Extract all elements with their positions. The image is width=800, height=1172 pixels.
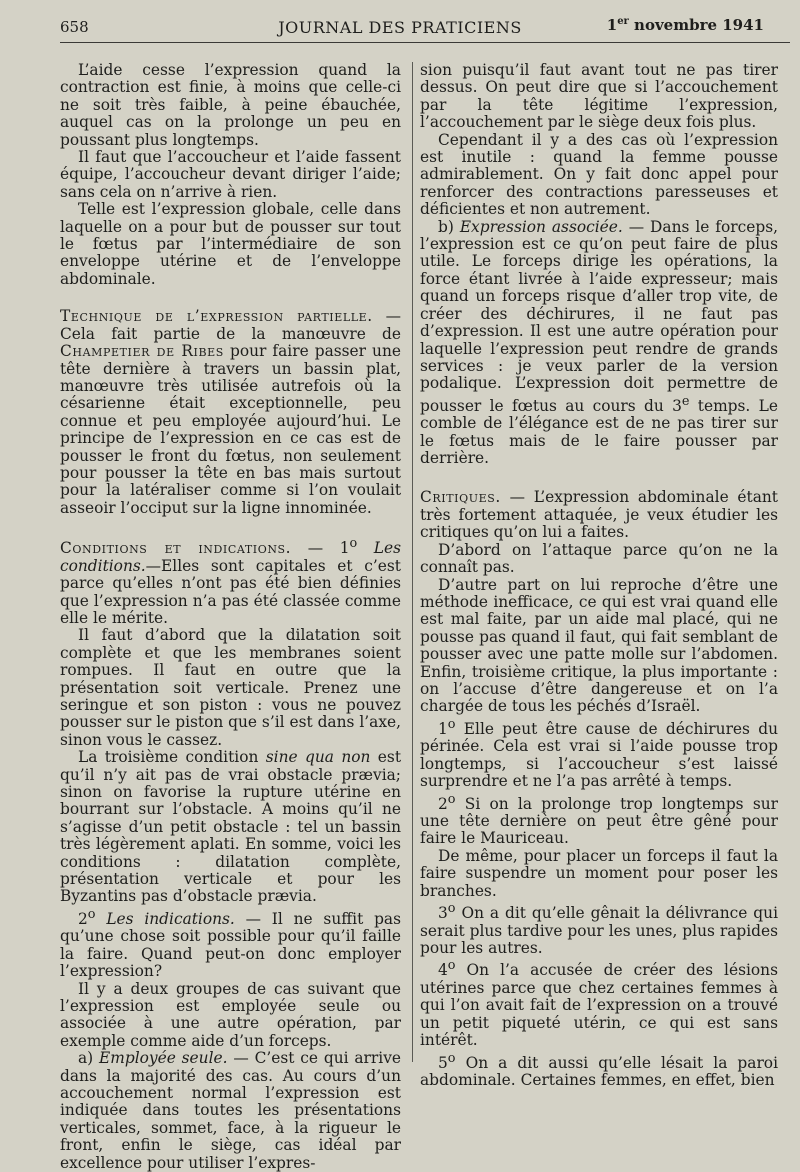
- section-heading: Conditions et indications.: [60, 539, 292, 558]
- paragraph: [420, 716, 778, 791]
- text-run: pour faire passer une tête dernière à travers un bassin plat, manœuvre très utilisée autrefois où la césarienne était exceptionnelle, peu connue et peu employée aujourd’hui. Le principe de l’expression en ce cas est de pousser le front du fœtus, non seulement pour pousser la tête en bas mais surtout pour la latéraliser comme si l’on voulait asseoir l’occiput sur la ligne innominée.: [60, 342, 401, 517]
- paragraph: [420, 1050, 778, 1090]
- left-column: [60, 62, 401, 1172]
- issue-date: [607, 16, 764, 34]
- date-ordinal: er: [617, 16, 629, 27]
- paragraph: Telle est l’expression globale, celle dans laquelle on a pour but de pousser sur tout le fœtus par l’intermédiaire de son enveloppe utérine et de l’enveloppe abdominale.: [60, 200, 401, 288]
- text-run: 5: [438, 1053, 448, 1072]
- text-run: Elle peut être cause de déchirures du périnée. Cela est vrai si l’aide pousse trop longtemps, si l’accoucheur s’est laissé surprendre et ne l’a pas arrêté à temps.: [420, 719, 778, 791]
- text-run: 2: [438, 794, 448, 813]
- ordinal: o: [447, 1050, 456, 1066]
- section-heading: Critiques.: [420, 488, 501, 507]
- paragraph: De même, pour placer un forceps il faut la faire suspendre un moment pour poser les branches.: [420, 846, 778, 900]
- header-rule: [60, 42, 790, 43]
- paragraph: [60, 749, 401, 906]
- ordinal: o: [349, 536, 358, 552]
- text-run: 2: [78, 909, 88, 928]
- text-run: — Il ne suffit pas qu’une chose soit possible pour qu’il faille la faire. Quand peut-on donc employer l’expression?: [60, 909, 401, 981]
- italic-run: sine qua non: [265, 748, 371, 767]
- text-run: On a dit qu’elle gênait la délivrance qui serait plus tardive pour les unes, plus rapides pour les autres.: [420, 904, 778, 957]
- text-run: Si on la prolonge trop longtemps sur une tête dernière on peut être gêné pour faire le Mauriceau.: [420, 794, 778, 848]
- paragraph: L’aide cesse l’expression quand la contraction est finie, à moins que celle-ci ne soit très faible, à peine ébauchée, auquel cas on la prolonge un peu en poussant plus longtemps.: [60, 61, 401, 149]
- text-run: — L’expression abdominale étant très fortement attaquée, je veux étudier les critiques qu’on lui a faites.: [420, 488, 778, 542]
- paragraph: [420, 219, 778, 468]
- text-run: a): [78, 1049, 100, 1068]
- paragraph: [60, 1050, 401, 1172]
- paragraph: Il faut d’abord que la dilatation soit complète et que les membranes soient rompues. Il faut en outre que la présentation soit verticale. Prenez une seringue et son piston : vous ne pouvez pousser sur le piston que s’il est dans l’axe, sinon vous le cassez.: [60, 626, 401, 749]
- paragraph: [420, 791, 778, 848]
- text-run: — C’est ce qui arrive dans la majorité des cas. Au cours d’un accouchement normal l’expression est indiquée dans toutes les présentations verticales, sommet, face, à la rigueur le front, enfin le siège, cas idéal par excellence pour utiliser l’expres-: [60, 1049, 401, 1172]
- paragraph: D’abord on l’attaque parce qu’on ne la connaît pas.: [420, 540, 778, 577]
- text-run: —Elles sont capitales et c’est parce qu’elles n’ont pas été bien définies que l’expression n’a pas été classée comme elle le mérite.: [60, 556, 401, 627]
- paragraph: Il faut que l’accoucheur et l’aide fassent équipe, l’accoucheur devant diriger l’aide; sans cela on n’arrive à rien.: [60, 148, 401, 201]
- section-heading: Technique de l’expression partielle.: [60, 307, 373, 326]
- text-run: b): [438, 217, 460, 236]
- section-critiques: [420, 489, 778, 541]
- text-run: — 1: [291, 539, 350, 558]
- journal-title: JOURNAL DES PRATICIENS: [278, 18, 522, 37]
- text-run: — Dans le forceps, l’expression est ce qu’on peut faire de plus utile. Le forceps dirige les opérations, la force étant livrée à l’aide expresseur; mais quand un forceps risque d’aller trop vite, de créer des déchirures, il ne faut pas d’expression. Il est une autre opération pour laquelle l’expression peut rendre de grands services : je veux parler de la version podalique. L’expression doit permettre de pousser le fœtus au cours du 3: [420, 217, 778, 415]
- italic-run: Employée seule.: [99, 1049, 228, 1068]
- paragraph: D’autre part on lui reproche d’être une méthode inefficace, ce qui est vrai quand elle est mal faite, par un aide mal placé, qui ne pousse pas quand il faut, qui fait semblant de pousser avec une patte molle sur l’abdomen. Enfin, troisième critique, la plus importante : on l’accuse d’être dangereuse et on l’a chargée de tous les péchés d’Israël.: [420, 575, 778, 716]
- italic-run: Les indications.: [95, 909, 235, 928]
- column-divider: [412, 62, 413, 1062]
- page-number: 658: [60, 18, 89, 36]
- text-run: 3: [438, 904, 448, 923]
- ordinal: e: [681, 393, 690, 409]
- text-run: temps. Le comble de l’élégance est de ne pas tirer sur le fœtus mais de le faire pousser par derrière.: [420, 396, 778, 468]
- right-column: [420, 62, 778, 1090]
- section-technique: [60, 308, 401, 517]
- paragraph: Il y a deux groupes de cas suivant que l’expression est employée seule ou associée à une autre opération, par exemple comme aide d’un forceps.: [60, 979, 401, 1050]
- paragraph: Cependant il y a des cas où l’expression est inutile : quand la femme pousse admirablement. On y fait donc appel pour renforcer des contractions paresseuses et déficientes et non autrement.: [420, 130, 778, 219]
- paragraph: [420, 957, 778, 1049]
- text-run: On l’a accusée de créer des lésions utérines parce que chez certaines femmes à qui l’on avait fait de l’expression on a trouvé un petit piqueté utérin, ce qui est sans intérêt.: [420, 961, 778, 1050]
- page-header: [0, 0, 800, 46]
- text-run: On a dit aussi qu’elle lésait la paroi abdominale. Certaines femmes, en effet, bien: [420, 1053, 778, 1090]
- ordinal: o: [87, 906, 96, 922]
- paragraph: sion puisqu’il faut avant tout ne pas tirer dessus. On peut dire que si l’accouchement par la tête légitime l’expression, l’accouchement par le siège deux fois plus.: [420, 61, 778, 132]
- italic-run: Expression associée.: [459, 217, 623, 236]
- text-run: La troisième condition: [78, 748, 266, 767]
- paragraph: [60, 906, 401, 981]
- date-month-year: novembre 1941: [628, 16, 764, 34]
- section-conditions: [60, 535, 401, 627]
- proper-name: Champetier de Ribes: [60, 342, 224, 361]
- text-run: 1: [438, 719, 448, 738]
- paragraph: [420, 900, 778, 957]
- ordinal: o: [447, 716, 456, 732]
- text-run: — Cela fait partie de la manœuvre de: [60, 307, 401, 343]
- text-run: est qu’il n’y ait pas de vrai obstacle prævia; sinon on favorise la rupture utérine en bourrant sur l’obstacle. A moins qu’il ne s’agisse d’un petit obstacle : tel un bassin très légèrement aplati. En somme, voici les conditions : dilatation complète, présentation verticale et pour les Byzantins pas d’obstacle prævia.: [60, 748, 401, 906]
- ordinal: o: [447, 958, 456, 974]
- date-day: 1: [606, 16, 618, 34]
- ordinal: o: [447, 901, 456, 917]
- italic-run: Les conditions.: [60, 539, 402, 575]
- ordinal: o: [447, 791, 456, 807]
- text-run: 4: [438, 961, 448, 980]
